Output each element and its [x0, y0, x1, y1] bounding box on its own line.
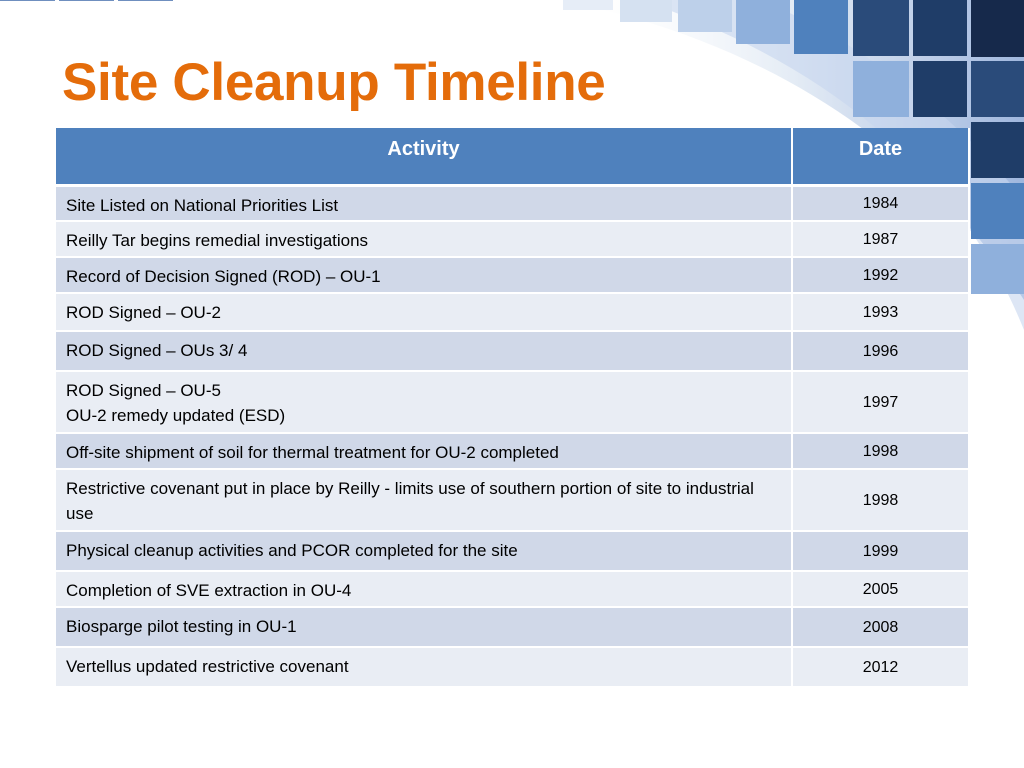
table-row: [56, 607, 969, 647]
activity-cell: ROD Signed – OUs 3/ 4: [56, 331, 792, 371]
activity-cell: Reilly Tar begins remedial investigations: [56, 221, 792, 257]
date-cell: 1998: [792, 469, 969, 531]
date-cell: 1999: [792, 531, 969, 571]
slide-title: Site Cleanup Timeline: [62, 53, 606, 112]
table-row: [56, 433, 969, 469]
date-cell: 1992: [792, 257, 969, 293]
table-row: [56, 371, 969, 433]
table-header-row: [56, 128, 969, 185]
timeline-table: [56, 128, 970, 688]
date-cell: 2012: [792, 647, 969, 687]
date-cell: 2005: [792, 571, 969, 607]
activity-cell: ROD Signed – OU-2: [56, 293, 792, 331]
activity-cell: [56, 371, 792, 433]
activity-cell: Record of Decision Signed (ROD) – OU-1: [56, 257, 792, 293]
activity-cell: Off-site shipment of soil for thermal treatment for OU-2 completed: [56, 433, 792, 469]
activity-cell: Completion of SVE extraction in OU-4: [56, 571, 792, 607]
date-column-header: Date: [792, 128, 969, 185]
date-cell: 1993: [792, 293, 969, 331]
activity-cell: Restrictive covenant put in place by Reilly - limits use of southern portion of site to industrial use: [56, 469, 792, 531]
activity-column-header: Activity: [56, 128, 792, 185]
activity-cell: Vertellus updated restrictive covenant: [56, 647, 792, 687]
activity-line: OU-2 remedy updated (ESD): [66, 406, 286, 425]
date-cell: 1997: [792, 371, 969, 433]
date-cell: 1998: [792, 433, 969, 469]
date-cell: 1984: [792, 185, 969, 221]
table-row: [56, 647, 969, 687]
table-row: [56, 257, 969, 293]
date-cell: 1996: [792, 331, 969, 371]
activity-cell: Site Listed on National Priorities List: [56, 185, 792, 221]
header-rule-lines: [0, 0, 177, 4]
table-row: [56, 293, 969, 331]
activity-cell: Physical cleanup activities and PCOR completed for the site: [56, 531, 792, 571]
activity-cell: Biosparge pilot testing in OU-1: [56, 607, 792, 647]
table-row: [56, 531, 969, 571]
table-row: [56, 571, 969, 607]
table-row: [56, 221, 969, 257]
table-row: [56, 185, 969, 221]
table-row: [56, 469, 969, 531]
date-cell: 2008: [792, 607, 969, 647]
date-cell: 1987: [792, 221, 969, 257]
activity-line: ROD Signed – OU-5: [66, 381, 221, 400]
table-row: [56, 331, 969, 371]
